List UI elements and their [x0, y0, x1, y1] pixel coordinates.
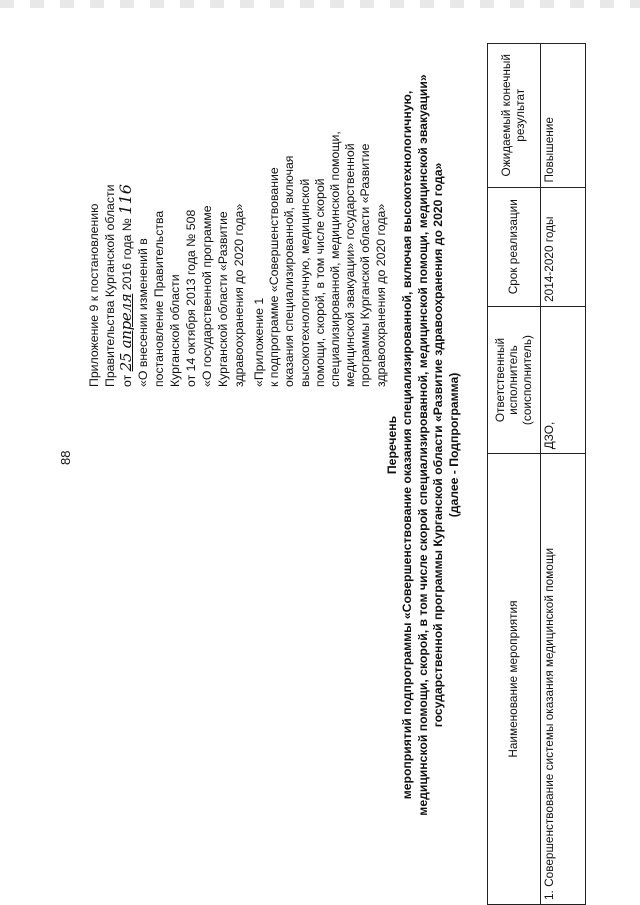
table-header-row [488, 44, 541, 905]
title-line: государственной программы Курганской области «Развитие здравоохранения до 2020 года» [431, 162, 446, 728]
events-table [487, 43, 586, 905]
cell-event-name: 1. Совершенствование системы оказания медицинской помощи [541, 454, 586, 905]
date-prefix: от [120, 374, 134, 387]
header-term: Срок реализации [488, 187, 541, 306]
handwritten-number: 116 [116, 184, 135, 215]
header-result: Ожидаемый конечный результат [488, 44, 541, 188]
cell-result: Повышение [541, 44, 586, 188]
appendix-9-line: здравоохранения до 2020 года» [232, 203, 246, 387]
appendix-1-line: специализированной, медицинской помощи, [328, 131, 343, 387]
title-line: медицинской помощи, скорой, в том числе скорой специализированной, медицинской помощи, медицинской эвакуации» [415, 74, 430, 816]
title-line: мероприятий подпрограммы «Совершенствование оказания специализированной, включая высокотехнологичную, [400, 90, 415, 800]
appendix-9-date-line [118, 87, 135, 387]
appendix-1-line: медицинской эвакуации» государственной [343, 143, 358, 387]
appendix-9-line: «О государственной программе [200, 205, 214, 387]
cell-executor: ДЗО, [541, 306, 586, 453]
appendix-1-line: к подпрограмме «Совершенствование [267, 167, 282, 387]
appendix-1-note [252, 0, 389, 387]
appendix-9-line: Правительства Курганской области [103, 184, 117, 387]
table-row [541, 44, 586, 905]
document-title [385, 5, 462, 885]
handwritten-date: 25 апреля [117, 293, 135, 372]
cell-term: 2014-2020 годы [541, 187, 586, 306]
appendix-1-line: программы Курганской области «Развитие [358, 143, 373, 387]
appendix-9-line: Курганской области [168, 274, 182, 387]
header-executor: Ответственный исполнитель (соисполнитель) [488, 306, 541, 453]
appendix-9-line: Приложение 9 к постановлению [87, 203, 101, 387]
appendix-9-line: «О внесении изменений в [136, 238, 150, 387]
title-heading: Перечень [385, 415, 399, 475]
appendix-9-line: Курганской области «Развитие [216, 211, 230, 387]
appendix-9-note [86, 87, 247, 387]
appendix-1-line: оказания специализированной, включая [282, 155, 297, 387]
page-number: 88 [58, 450, 73, 465]
appendix-1-line: «Приложение 1 [252, 297, 266, 387]
appendix-1-line: здравоохранения до 2020 года» [373, 203, 388, 387]
appendix-9-line: от 14 октября 2013 года № 508 [184, 209, 198, 387]
title-line: (далее - Подпрограмма) [446, 372, 461, 518]
header-event-name: Наименование мероприятия [488, 454, 541, 905]
appendix-1-line: помощи, скорой, в том числе скорой [312, 178, 327, 387]
date-year: 2016 года № [120, 218, 134, 291]
appendix-1-line: высокотехнологичную, медицинской [297, 178, 312, 387]
appendix-9-line: постановление Правительства [152, 210, 166, 387]
